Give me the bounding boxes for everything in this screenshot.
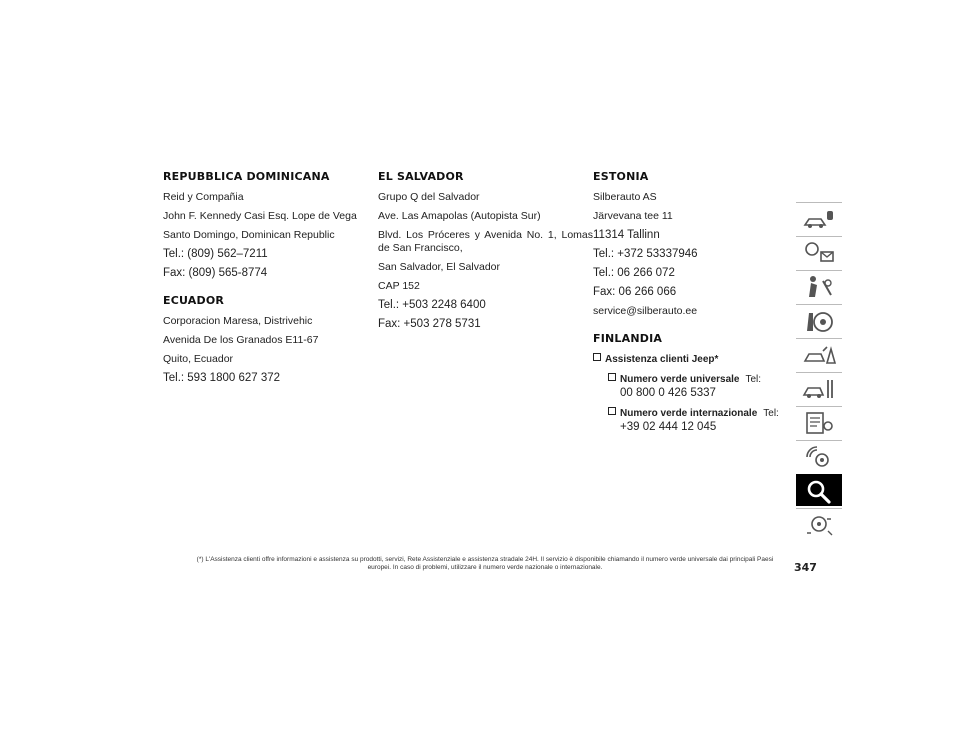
column-right xyxy=(593,170,808,441)
salvador-tel: Tel.: +503 2248 6400 xyxy=(378,299,486,311)
internazionale-number: +39 02 444 12 045 xyxy=(620,421,717,433)
heading-finlandia: FINLANDIA xyxy=(593,332,663,345)
estonia-tel: Tel.: +372 53337946 xyxy=(593,248,698,260)
tab-safety[interactable] xyxy=(796,270,842,302)
ecuador-line: Quito, Ecuador xyxy=(163,353,234,365)
steering-wheel-icon xyxy=(801,307,837,335)
languages-icon xyxy=(801,511,837,539)
estonia-email: service@silberauto.ee xyxy=(593,305,698,317)
estonia-fax: Fax: 06 266 066 xyxy=(593,286,677,298)
car-key-icon xyxy=(801,205,837,233)
dominicana-tel: Tel.: (809) 562–7211 xyxy=(163,248,268,260)
column-left xyxy=(163,170,378,391)
page-number: 347 xyxy=(794,561,817,574)
multimedia-icon xyxy=(801,443,837,471)
heading-ecuador: ECUADOR xyxy=(163,294,225,307)
heading-dominicana: REPUBBLICA DOMINICANA xyxy=(163,170,330,183)
heading-salvador: EL SALVADOR xyxy=(378,170,464,183)
roadside-emergency-icon xyxy=(801,341,837,369)
warning-lights-icon xyxy=(801,239,837,267)
dominicana-fax: Fax: (809) 565-8774 xyxy=(163,267,268,279)
service-maintenance-icon xyxy=(801,375,837,403)
ecuador-tel: Tel.: 593 1800 627 372 xyxy=(163,372,281,384)
specifications-icon xyxy=(801,409,837,437)
salvador-line: CAP 152 xyxy=(378,280,420,292)
estonia-line: Silberauto AS xyxy=(593,191,657,203)
numero-verde-universale: Numero verde universale Tel: 00 800 0 426 5337 xyxy=(608,373,808,399)
universale-number: 00 800 0 426 5337 xyxy=(620,387,716,399)
estonia-tel: Tel.: 06 266 072 xyxy=(593,267,675,279)
tab-servicing[interactable] xyxy=(796,372,842,404)
dominicana-line: Reid y Compañia xyxy=(163,191,244,203)
tab-emergency[interactable] xyxy=(796,338,842,370)
dominicana-line: Santo Domingo, Dominican Republic xyxy=(163,229,335,241)
chapter-sidebar xyxy=(796,202,842,542)
tab-languages[interactable] xyxy=(796,508,842,540)
square-bullet-icon xyxy=(608,373,616,381)
square-bullet-icon xyxy=(593,353,601,361)
salvador-line: Blvd. Los Próceres y Avenida No. 1, Lomas de San Francisco, xyxy=(378,229,593,254)
square-bullet-icon xyxy=(608,407,616,415)
salvador-line: Grupo Q del Salvador xyxy=(378,191,480,203)
numero-verde-internazionale: Numero verde internazionale Tel: +39 02 444 12 045 xyxy=(608,407,808,433)
tab-getting-to-know[interactable] xyxy=(796,202,842,234)
ecuador-line: Corporacion Maresa, Distrivehic xyxy=(163,315,313,327)
tab-starting-driving[interactable] xyxy=(796,304,842,336)
salvador-line: San Salvador, El Salvador xyxy=(378,261,500,273)
finlandia-bullet: Assistenza clienti Jeep* xyxy=(593,353,808,365)
tab-index[interactable] xyxy=(796,474,842,506)
estonia-line: Järvevana tee 11 xyxy=(593,210,673,222)
search-index-icon xyxy=(801,477,837,505)
column-middle xyxy=(378,170,593,337)
salvador-fax: Fax: +503 278 5731 xyxy=(378,318,481,330)
estonia-line: 11314 Tallinn xyxy=(593,229,660,241)
heading-estonia: ESTONIA xyxy=(593,170,649,183)
seat-safety-icon xyxy=(801,273,837,301)
dominicana-line: John F. Kennedy Casi Esq. Lope de Vega xyxy=(163,210,357,222)
tab-technical-specs[interactable] xyxy=(796,406,842,438)
footnote: (*) L'Assistenza clienti offre informazioni e assistenza su prodotti, servizi, Rete Assistenziale e assistenza stradale 24H. Il servizio è disponibile chiamando il numero verde universale dai principali Paesi europei. In caso di problemi, utilizzare il numero verde nazionale o internazionale. xyxy=(196,556,774,571)
tab-multimedia[interactable] xyxy=(796,440,842,472)
salvador-line: Ave. Las Amapolas (Autopista Sur) xyxy=(378,210,541,222)
tab-dashboard[interactable] xyxy=(796,236,842,268)
ecuador-line: Avenida De los Granados E11-67 xyxy=(163,334,319,346)
